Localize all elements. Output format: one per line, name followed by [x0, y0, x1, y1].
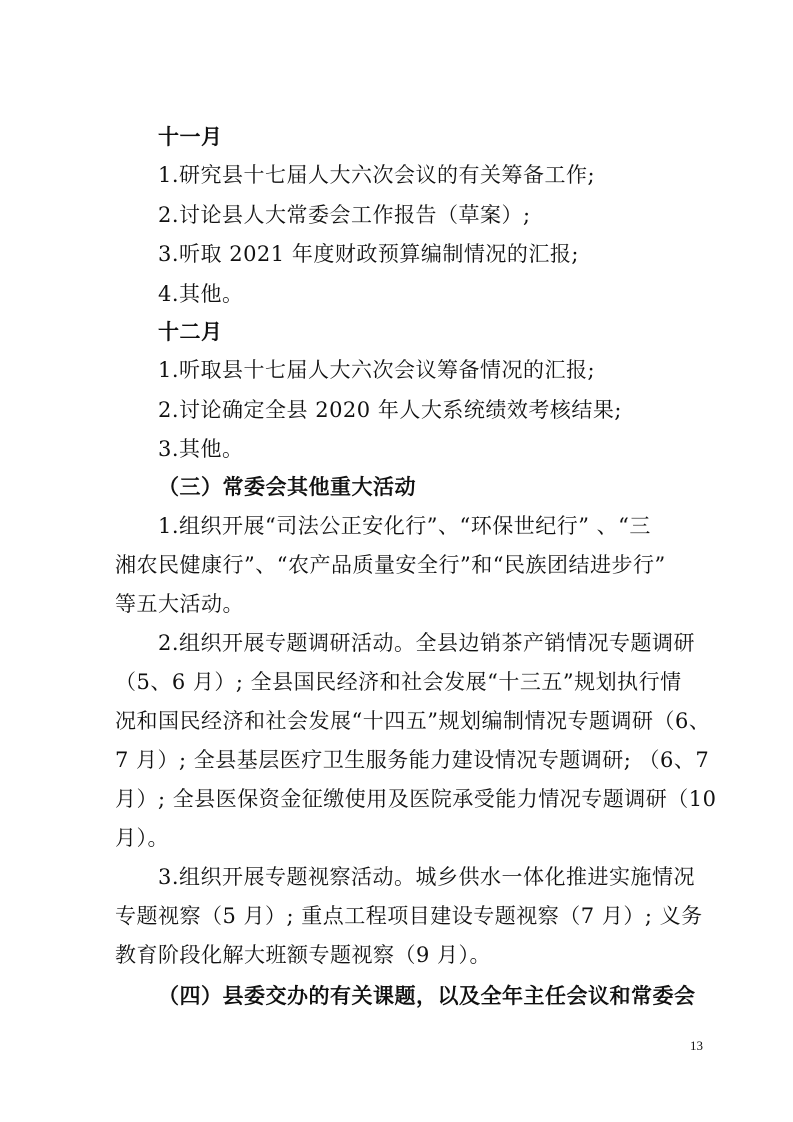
section3-p1-line-1: 1.组织开展“司法公正安化行”、“环保世纪行” 、“三 — [158, 514, 651, 538]
section3-p3-line-3: 教育阶段化解大班额专题视察（9 月）。 — [115, 943, 492, 967]
section3-p2-line-4: 7 月）; 全县基层医疗卫生服务能力建设情况专题调研; （6、7 — [115, 748, 710, 772]
december-heading: 十二月 — [158, 319, 223, 344]
section3-heading: （三）常委会其他重大活动 — [158, 474, 416, 499]
section3-p1-line-2: 湘农民健康行”、“农产品质量安全行”和“民族团结进步行” — [115, 553, 666, 577]
section3-p3-line-1: 3.组织开展专题视察活动。城乡供水一体化推进实施情况 — [158, 865, 696, 889]
section3-p3-line-2: 专题视察（5 月）; 重点工程项目建设专题视察（7 月）; 义务 — [115, 904, 703, 928]
november-item-1: 1.研究县十七届人大六次会议的有关筹备工作; — [158, 163, 596, 187]
november-heading: 十一月 — [158, 124, 223, 149]
section3-p1-line-3: 等五大活动。 — [115, 592, 244, 616]
december-item-3: 3.其他。 — [158, 437, 244, 461]
section3-p2-line-1: 2.组织开展专题调研活动。全县边销茶产销情况专题调研 — [158, 631, 696, 655]
december-item-1: 1.听取县十七届人大六次会议筹备情况的汇报; — [158, 358, 596, 382]
section3-p2-line-5: 月）; 全县医保资金征缴使用及医院承受能力情况专题调研（10 — [115, 787, 717, 811]
november-item-4: 4.其他。 — [158, 282, 244, 306]
november-item-2: 2.讨论县人大常委会工作报告（草案）; — [158, 203, 531, 227]
november-item-3: 3.听取 2021 年度财政预算编制情况的汇报; — [158, 242, 579, 266]
december-item-2: 2.讨论确定全县 2020 年人大系统绩效考核结果; — [158, 398, 622, 422]
section3-p2-line-2: （5、6 月）; 全县国民经济和社会发展“十三五”规划执行情 — [115, 670, 682, 694]
section3-p2-line-3: 况和国民经济和社会发展“十四五”规划编制情况专题调研（6、 — [115, 709, 711, 733]
page-number: 13 — [690, 1038, 703, 1053]
section4-heading: （四）县委交办的有关课题，以及全年主任会议和常委会 — [158, 983, 696, 1008]
section3-p2-line-6: 月）。 — [115, 826, 169, 850]
